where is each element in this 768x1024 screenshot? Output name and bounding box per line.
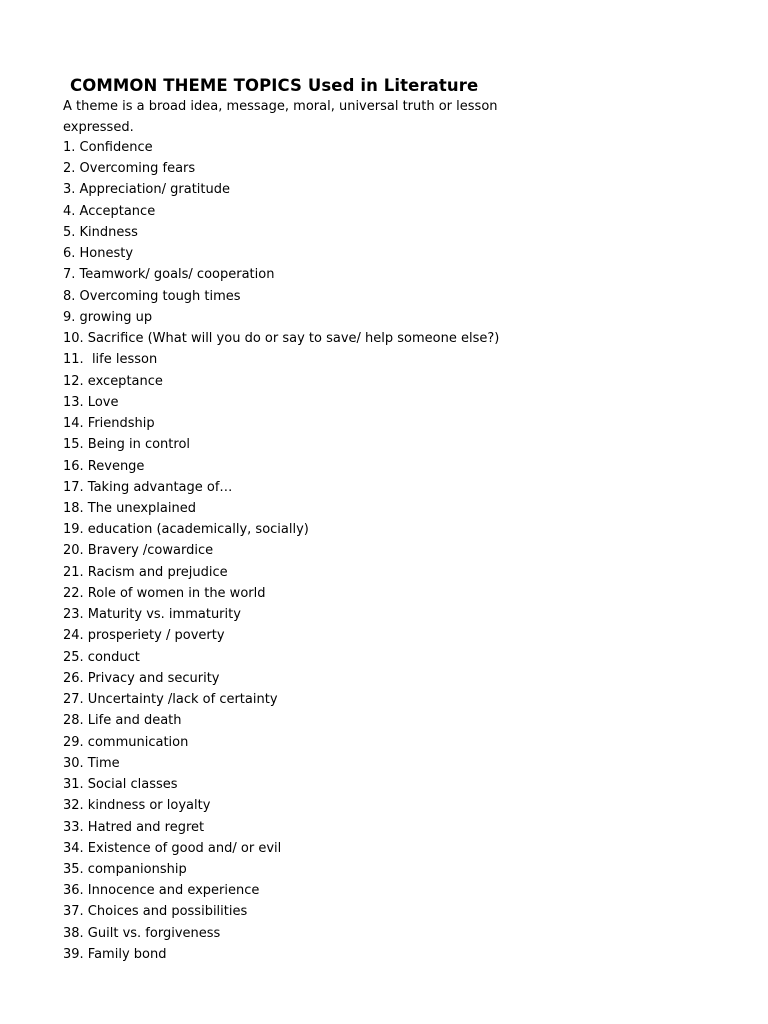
list-item: 8. Overcoming tough times	[63, 288, 241, 304]
list-item: 31. Social classes	[63, 777, 178, 793]
list-item: 21. Racism and prejudice	[63, 564, 228, 580]
list-item: 30. Time	[63, 755, 120, 771]
intro-paragraph: A theme is a broad idea, message, moral, universal truth or lesson expressed.	[63, 99, 498, 135]
list-item: 32. kindness or loyalty	[63, 798, 211, 814]
list-item: 15. Being in control	[63, 437, 191, 453]
list-item: 33. Hatred and regret	[63, 819, 205, 835]
list-item: 14. Friendship	[63, 416, 155, 432]
list-item: 1. Confidence	[63, 140, 153, 155]
list-item: 12. exceptance	[63, 373, 163, 389]
list-item: 26. Privacy and security	[63, 670, 220, 686]
list-item: 23. Maturity vs. immaturity	[63, 607, 241, 623]
list-item: 2. Overcoming fears	[63, 161, 196, 177]
list-item: 28. Life and death	[63, 713, 182, 729]
list-item: 22. Role of women in the world	[63, 585, 266, 601]
list-item: 16. Revenge	[63, 458, 145, 474]
list-item: 13. Love	[63, 394, 119, 410]
list-item: 35. companionship	[63, 861, 187, 877]
list-item: 11. life lesson	[63, 352, 158, 368]
list-item: 38. Guilt vs. forgiveness	[63, 925, 221, 941]
list-item: 3. Appreciation/ gratitude	[63, 182, 230, 198]
list-item: 20. Bravery /cowardice	[63, 543, 214, 559]
list-item: 6. Honesty	[63, 246, 134, 262]
list-item: 18. The unexplained	[63, 500, 196, 516]
list-item: 39. Family bond	[63, 946, 167, 962]
list-item: 10. Sacrifice (What will you do or say to save/ help someone else?)	[63, 331, 500, 347]
list-item: 25. conduct	[63, 649, 140, 665]
list-item: 4. Acceptance	[63, 203, 156, 219]
theme-topics-list	[63, 137, 499, 965]
list-item: 37. Choices and possibilities	[63, 904, 248, 920]
list-item: 17. Taking advantage of…	[63, 479, 233, 495]
list-item: 5. Kindness	[63, 224, 138, 240]
document-title: COMMON THEME TOPICS Used in Literature	[70, 76, 479, 95]
list-item: 29. communication	[63, 734, 189, 750]
list-item: 24. prosperiety / poverty	[63, 628, 225, 644]
list-item: 34. Existence of good and/ or evil	[63, 840, 282, 856]
list-item: 9. growing up	[63, 309, 153, 325]
list-item: 27. Uncertainty /lack of certainty	[63, 692, 278, 708]
list-item: 7. Teamwork/ goals/ cooperation	[63, 267, 275, 283]
list-item: 36. Innocence and experience	[63, 883, 260, 899]
list-item: 19. education (academically, socially)	[63, 522, 309, 538]
